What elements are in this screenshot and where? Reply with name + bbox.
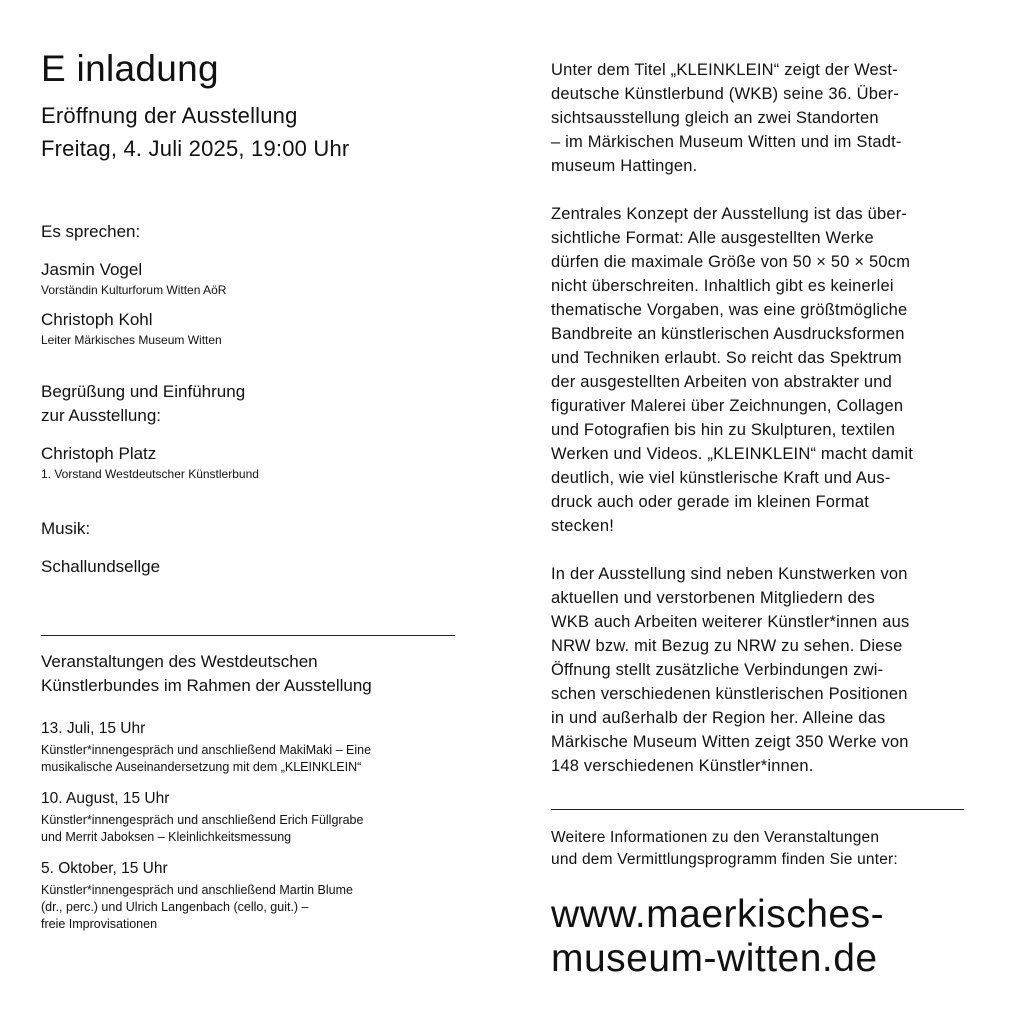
page-title: E inladung [41, 48, 219, 89]
music-performer: Schallundsellge [41, 557, 161, 576]
event-item [41, 858, 471, 933]
event-description-line: Künstler*innengespräch und anschließend Martin Blume [41, 883, 353, 897]
event-description-line: (dr., perc.) und Ulrich Langenbach (cello, guit.) – [41, 900, 309, 914]
event-description-line: musikalische Auseinandersetzung mit dem „KLEINKLEIN“ [41, 760, 362, 774]
speakers-heading: Es sprechen: [41, 222, 141, 241]
intro-paragraph: Unter dem Titel „KLEINKLEIN“ zeigt der West- deutsche Künstlerbund (WKB) seine 36. Über- sichtsausstellung gleich an zwei Standorten – im Märkischen Museum Witten und im Stadt- museum Hattingen. [551, 61, 902, 175]
speaker-role: Leiter Märkisches Museum Witten [41, 333, 222, 347]
left-divider [41, 635, 455, 636]
speaker-role: Vorständin Kulturforum Witten AöR [41, 283, 227, 297]
left-column [41, 50, 471, 165]
welcome-speaker-role: 1. Vorstand Westdeutscher Künstlerbund [41, 467, 259, 481]
event-date: 5. Oktober, 15 Uhr [41, 860, 168, 877]
artists-paragraph: In der Ausstellung sind neben Kunstwerken von aktuellen und verstorbenen Mitgliedern des WKB auch Arbeiten weiterer Künstler*innen aus NRW bzw. mit Bezug zu NRW zu sehen. Diese Öffnung stellt zusätzliche Verbindungen zwi- schen verschiedenen künstlerischen Positionen in und außerhalb der Region her. Alleine das Märkische Museum Witten zeigt 350 Werke von 148 verschiedenen Künstler*innen. [551, 565, 910, 775]
music-section [41, 517, 471, 579]
event-date: 10. August, 15 Uhr [41, 790, 170, 807]
event-description-line: Künstler*innengespräch und anschließend Erich Füllgrabe [41, 813, 364, 827]
welcome-heading-line2: zur Ausstellung: [41, 406, 162, 425]
events-heading-line2: Künstlerbundes im Rahmen der Ausstellung [41, 676, 372, 695]
event-description-line: freie Improvisationen [41, 917, 158, 931]
music-heading: Musik: [41, 519, 91, 538]
more-info-text: Weitere Informationen zu den Veranstaltungen und dem Vermittlungsprogramm finden Sie unter: [551, 829, 898, 868]
speaker-item [41, 308, 471, 348]
event-date: 13. Juli, 15 Uhr [41, 720, 146, 737]
speaker-item [41, 258, 471, 298]
more-info-section [551, 827, 1001, 981]
welcome-section [41, 380, 471, 482]
opening-subtitle [41, 99, 471, 165]
event-item [41, 788, 471, 846]
event-description-line: und Merrit Jaboksen – Kleinlichkeitsmessung [41, 830, 292, 844]
opening-subtitle-line1: Eröffnung der Ausstellung [41, 103, 298, 128]
events-heading-line1: Veranstaltungen des Westdeutschen [41, 652, 318, 671]
welcome-heading-line1: Begrüßung und Einführung [41, 382, 246, 401]
speaker-name: Christoph Kohl [41, 310, 153, 329]
opening-date-time: Freitag, 4. Juli 2025, 19:00 Uhr [41, 136, 350, 161]
speaker-name: Jasmin Vogel [41, 260, 143, 279]
events-section [41, 650, 471, 933]
event-description-line: Künstler*innengespräch und anschließend MakiMaki – Eine [41, 743, 372, 757]
right-divider [551, 809, 964, 810]
right-column [551, 58, 991, 778]
speakers-section [41, 220, 471, 348]
event-item [41, 718, 471, 776]
concept-paragraph: Zentrales Konzept der Ausstellung ist das über- sichtliche Format: Alle ausgestellten Werke dürfen die maximale Größe von 50 × 50 × 50cm nicht überschreiten. Inhaltlich gibt es keinerlei thematische Vorgaben, was eine größtmögliche Bandbreite an künstlerischen Ausdrucksformen und Techniken erlaubt. So reicht das Spektrum der ausgestellten Arbeiten von abstrakter und figurativer Malerei über Zeichnungen, Collagen und Fotografien bis hin zu Skulpturen, textilen Werken und Videos. „KLEINKLEIN“ macht damit deutlich, wie viel künstlerische Kraft und Aus- druck auch oder gerade im kleinen Format stecken! [551, 205, 913, 535]
museum-website-link[interactable]: www.maerkisches- museum-witten.de [551, 893, 885, 980]
welcome-speaker-name: Christoph Platz [41, 444, 157, 463]
